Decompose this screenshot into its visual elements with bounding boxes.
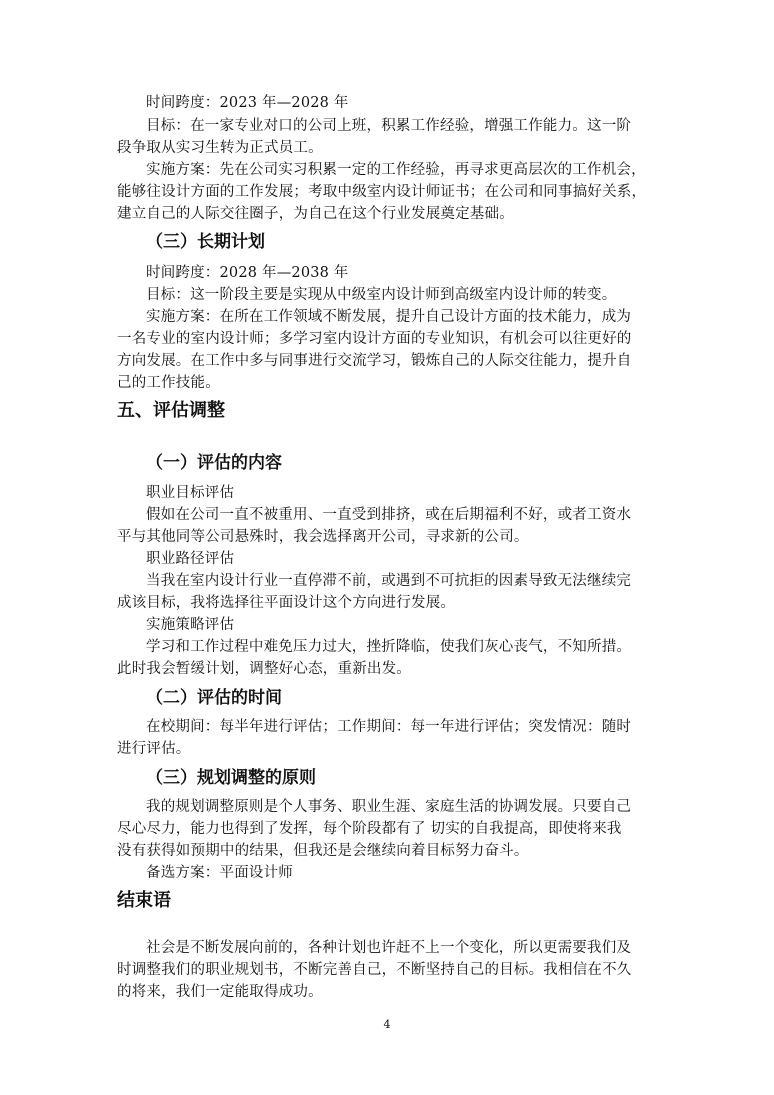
- page-number: 4: [383, 1018, 391, 1031]
- career-goal-line-2: 平与其他同等公司悬殊时，我会选择离开公司，寻求新的公司。: [117, 529, 529, 545]
- mid-term-goal-line-2: 段争取从实习生转为正式员工。: [117, 140, 323, 156]
- long-term-span: 时间跨度：2028 年—2038 年: [146, 265, 349, 281]
- conclusion-line-2: 时调整我们的职业规划书，不断完善自己，不断坚持自己的目标。我相信在不久: [117, 962, 632, 978]
- mid-term-goal-line-1: 目标：在一家专业对口的公司上班，积累工作经验，增强工作能力。这一阶: [146, 118, 632, 134]
- career-path-line-1: 当我在室内设计行业一直停滞不前，或遇到不可抗拒的因素导致无法继续完: [146, 573, 632, 589]
- long-term-goal: 目标：这一阶段主要是实现从中级室内设计师到高级室内设计师的转变。: [146, 287, 617, 303]
- conclusion-heading: 结束语: [117, 890, 171, 911]
- strategy-line-1: 学习和工作过程中难免压力过大，挫折降临，使我们灰心丧气，不知所措。: [146, 639, 632, 655]
- backup-plan: 备选方案：平面设计师: [146, 865, 293, 881]
- career-path-label: 职业路径评估: [146, 551, 235, 567]
- conclusion-line-1: 社会是不断发展向前的，各种计划也许赶不上一个变化，所以更需要我们及: [146, 940, 632, 956]
- long-term-plan-line-1: 实施方案：在所在工作领域不断发展，提升自己设计方面的技术能力，成为: [146, 309, 632, 325]
- principle-line-3: 没有获得如预期中的结果，但我还是会继续向着目标努力奋斗。: [117, 843, 529, 859]
- mid-term-plan-line-2: 能够往设计方面的工作发展；考取中级室内设计师证书；在公司和同事搞好关系，: [117, 184, 647, 200]
- long-term-plan-line-2: 一名专业的室内设计师；多学习室内设计方面的专业知识，有机会可以往更好的: [117, 331, 632, 347]
- long-term-plan-line-3: 方向发展。在工作中多与同事进行交流学习，锻炼自己的人际交往能力，提升自: [117, 353, 632, 369]
- evaluation-time-line-1: 在校期间：每半年进行评估；工作期间：每一年进行评估；突发情况：随时: [146, 719, 632, 735]
- career-goal-label: 职业目标评估: [146, 485, 235, 501]
- long-term-plan-line-4: 己的工作技能。: [117, 375, 220, 391]
- principle-line-2: 尽心尽力，能力也得到了发挥，每个阶段都有了 切实的自我提高，即使将来我: [117, 821, 622, 837]
- mid-term-plan-line-3: 建立自己的人际交往圈子，为自己在这个行业发展奠定基础。: [117, 206, 514, 222]
- mid-term-plan-line-1: 实施方案：先在公司实习积累一定的工作经验，再寻求更高层次的工作机会，: [146, 162, 646, 178]
- evaluation-content-heading: （一）评估的内容: [146, 453, 282, 473]
- conclusion-line-3: 的将来，我们一定能取得成功。: [117, 984, 323, 1000]
- career-goal-line-1: 假如在公司一直不被重用、一直受到排挤，或在后期福利不好，或者工资水: [146, 507, 632, 523]
- evaluation-time-heading: （二）评估的时间: [146, 688, 282, 708]
- evaluation-time-line-2: 进行评估。: [117, 741, 191, 757]
- section-5-heading: 五、评估调整: [117, 400, 225, 421]
- career-path-line-2: 成该目标，我将选择往平面设计这个方向进行发展。: [117, 595, 456, 611]
- principle-line-1: 我的规划调整原则是个人事务、职业生涯、家庭生活的协调发展。只要自己: [146, 799, 632, 815]
- mid-term-span: 时间跨度：2023 年—2028 年: [146, 95, 349, 111]
- strategy-label: 实施策略评估: [146, 617, 235, 633]
- adjustment-principle-heading: （三）规划调整的原则: [146, 768, 316, 788]
- long-term-heading: （三）长期计划: [146, 232, 265, 252]
- strategy-line-2: 此时我会暂缓计划，调整好心态，重新出发。: [117, 661, 411, 677]
